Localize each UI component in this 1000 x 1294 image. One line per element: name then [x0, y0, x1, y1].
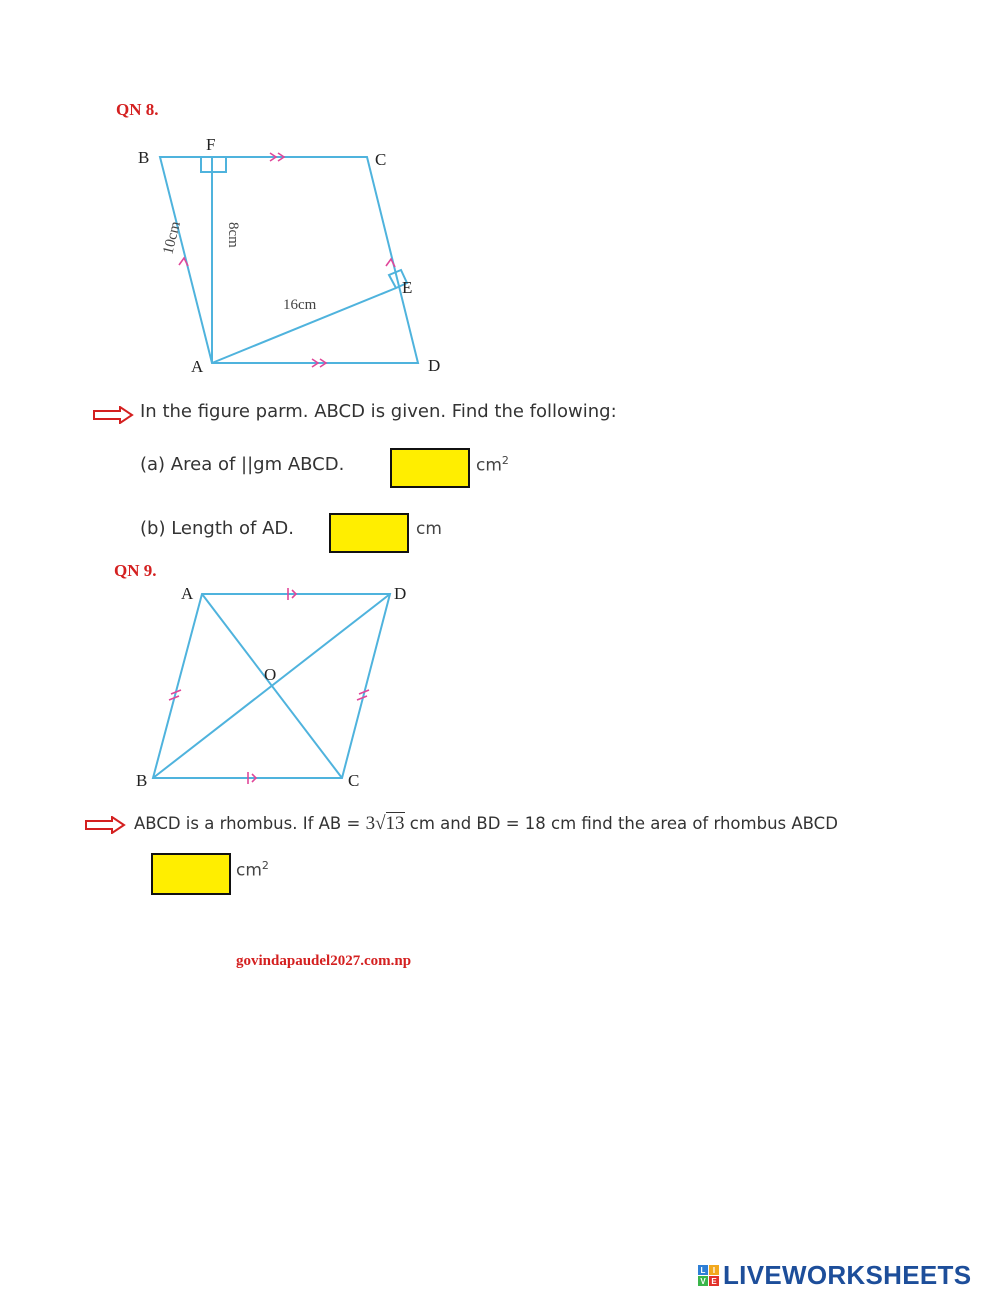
vertex-label-b: B [136, 771, 148, 790]
vertex-label-a: A [181, 584, 194, 603]
answer-8a-unit: $cm^2$ [476, 454, 509, 476]
question-8-prompt: In the figure parm. ABCD is given. Find the following: [140, 401, 617, 422]
vertex-label-c: C [348, 771, 360, 790]
vertex-label-d: D [394, 584, 407, 603]
liveworksheets-brand[interactable] [698, 1260, 971, 1291]
center-label-o: O [264, 665, 277, 684]
answer-9-input[interactable] [151, 853, 231, 895]
diagonal-bd [153, 594, 390, 778]
arrow-right-icon [84, 816, 128, 834]
side-ab-measure: 10cm [160, 219, 184, 256]
vertex-label-f: F [206, 135, 216, 154]
vertex-label-d: D [428, 356, 441, 375]
rhombus-figure [0, 0, 500, 800]
website-link[interactable]: govindapaudel2027.com.np [236, 953, 412, 969]
vertex-label-c: C [375, 150, 387, 169]
question-9-prompt: ABCD is a rhombus. If AB = 3√13 cm and BD = 18 cm find the area of rhombus ABCD [134, 813, 838, 834]
liveworksheets-logo-icon: L I V E [698, 1265, 719, 1286]
vertex-label-a: A [191, 357, 204, 376]
answer-8b-unit: cm [416, 519, 442, 539]
brand-name: LIVEWORKSHEETS [723, 1260, 972, 1290]
question-8-number: QN 8. [116, 100, 159, 119]
question-8a-label: (a) Area of ||gm ABCD. [140, 454, 345, 475]
height-ae-measure: 16cm [283, 297, 317, 313]
answer-9-unit: $cm^2$ [236, 859, 269, 881]
vertex-label-e: E [402, 278, 413, 297]
height-af-measure: 8cm [225, 222, 241, 248]
vertex-label-b: B [138, 148, 150, 167]
question-9-number: QN 9. [114, 561, 157, 580]
question-8b-label: (b) Length of AD. [140, 518, 294, 539]
